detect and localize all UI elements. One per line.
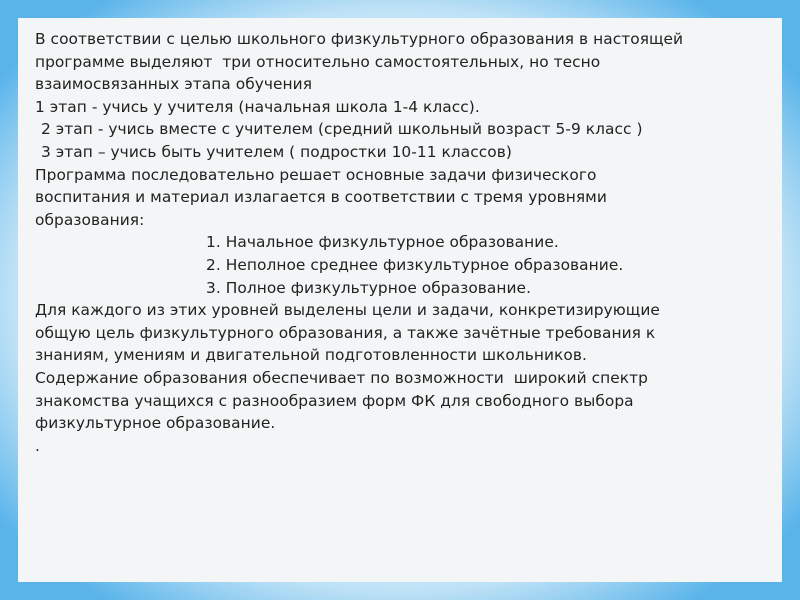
stage-1-line: 1 этап - учись у учителя (начальная школа 1-4 класс). (35, 97, 480, 116)
program-line-1: Программа последовательно решает основные задачи физического (35, 165, 597, 184)
stage-2-line: 2 этап - учись вместе с учителем (средний школьный возраст 5-9 класс ) (41, 120, 643, 139)
trailing-dot: . (35, 436, 40, 455)
content-line-3: физкультурное образование. (35, 414, 276, 433)
content-line-1: Содержание образования обеспечивает по возможности широкий спектр (35, 368, 648, 387)
intro-line-2: программе выделяют три относительно самостоятельных, но тесно (35, 52, 601, 71)
level-3-item: 3. Полное физкультурное образование. (206, 278, 532, 297)
goals-line-3: знаниям, умениям и двигательной подготовленности школьников. (35, 346, 587, 365)
content-line-2: знакомства учащихся с разнообразием форм ФК для свободного выбора (35, 391, 634, 410)
intro-line-1: В соответствии с целью школьного физкультурного образования в настоящей (35, 30, 684, 48)
level-1-item: 1. Начальное физкультурное образование. (206, 233, 559, 252)
program-line-2: воспитания и материал излагается в соответствии с тремя уровнями (35, 188, 607, 207)
slide-text-block (35, 28, 770, 457)
program-line-3: образования: (35, 210, 145, 229)
level-2-item: 2. Неполное среднее физкультурное образование. (206, 255, 624, 274)
intro-line-3: взаимосвязанных этапа обучения (35, 75, 313, 94)
stage-3-line: 3 этап – учись быть учителем ( подростки 10-11 классов) (41, 142, 512, 161)
goals-line-2: общую цель физкультурного образования, а также зачётные требования к (35, 323, 656, 342)
goals-line-1: Для каждого из этих уровней выделены цели и задачи, конкретизирующие (35, 301, 660, 320)
